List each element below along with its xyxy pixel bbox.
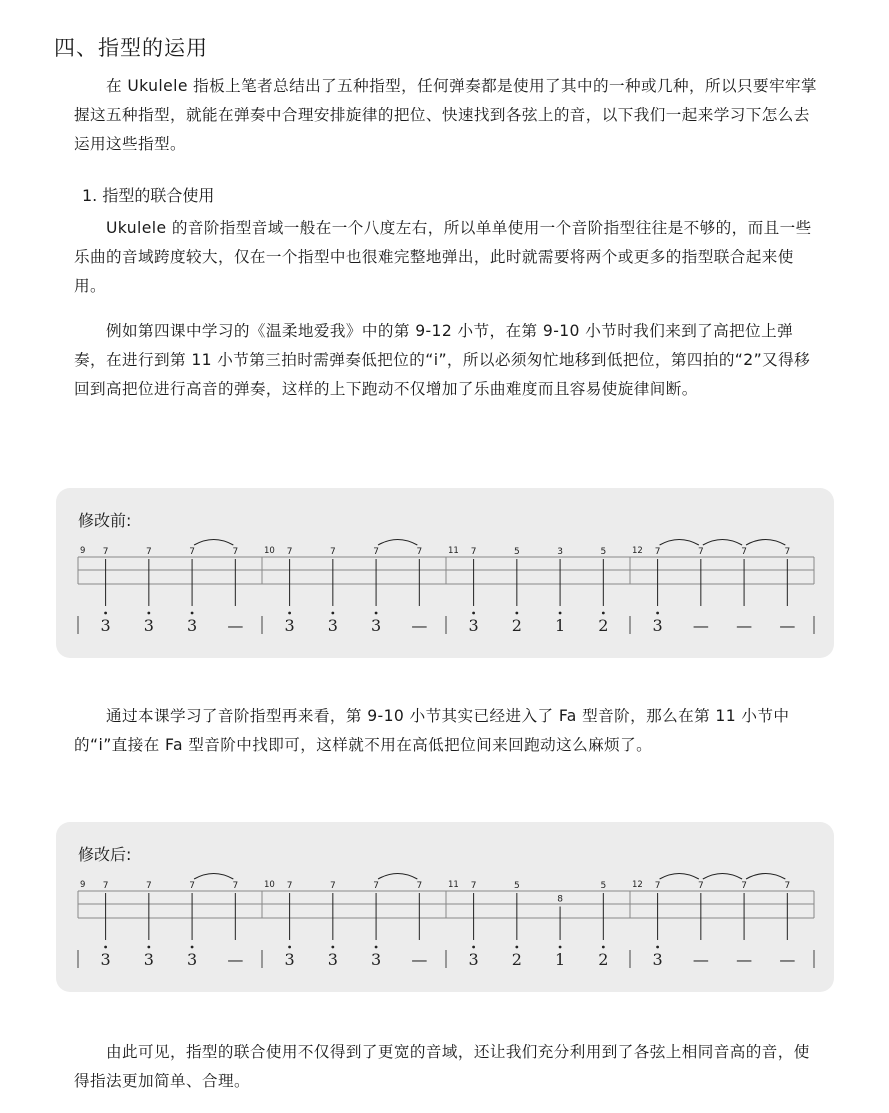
fret-number: 7: [373, 547, 379, 557]
jianpu-note: 3: [143, 616, 154, 635]
jianpu-note: 3: [468, 616, 479, 635]
fret-number: 7: [470, 881, 477, 891]
fret-number: 7: [232, 547, 239, 557]
tie-arc: [660, 874, 699, 880]
fret-number: 7: [102, 547, 109, 557]
fret-number: 7: [697, 547, 704, 557]
fret-number: 7: [654, 547, 661, 557]
fret-number: 7: [416, 881, 423, 891]
tie-arc: [194, 874, 233, 880]
fret-number: 7: [286, 881, 293, 891]
fret-number: 5: [600, 881, 607, 891]
jianpu-note: 3: [327, 616, 338, 635]
jianpu-note: 3: [186, 950, 198, 969]
measure-number: 11: [448, 546, 459, 556]
jianpu-note: 3: [370, 950, 382, 969]
octave-dot: [191, 946, 194, 949]
octave-dot: [331, 612, 334, 615]
combined-use-paragraph: Ukulele 的音阶指型音域一般在一个八度左右，所以单单使用一个音阶指型往往是不够的，而且一些乐曲的音域跨度较大，仅在一个指型中也很难完整地弹出，此时就需要将两个或更多的指型联合起来使用。: [74, 219, 812, 295]
fret-number: 7: [329, 881, 336, 891]
jianpu-note: 3: [284, 950, 295, 969]
example-paragraph: 例如第四课中学习的《温柔地爱我》中的第 9-12 小节，在第 9-10 小节时我们来到了高把位上弹奏，在进行到第 11 小节第三拍时需弹奏低把位的“i”，所以必须匆忙地移到低把位，第四拍的“2”又得移回到高把位进行高音的弹奏，这样的上下跑动不仅增加了乐曲难度而且容易使旋律间断。: [74, 322, 811, 398]
jianpu-note: 3: [143, 950, 154, 969]
jianpu-note: 3: [100, 616, 111, 635]
octave-dot: [147, 946, 150, 949]
after-label: 修改后:: [78, 845, 132, 864]
jianpu-note: 3: [468, 950, 479, 969]
measure-number: 11: [448, 880, 459, 890]
tie-arc: [378, 540, 417, 546]
fret-number: 7: [784, 547, 791, 557]
octave-dot: [515, 946, 518, 949]
jianpu-note: —: [736, 950, 753, 969]
fret-number: 7: [741, 881, 747, 891]
octave-dot: [656, 612, 659, 615]
intro-paragraph: 在 Ukulele 指板上笔者总结出了五种指型，任何弹奏都是使用了其中的一种或几种，所以只要牢牢掌握这五种指型，就能在弹奏中合理安排旋律的把位、快速找到各弦上的音，以下我们一起来学习下怎么去运用这些指型。: [74, 77, 817, 153]
fret-number: 7: [286, 547, 293, 557]
octave-dot: [472, 946, 475, 949]
jianpu-note: 2: [598, 616, 609, 635]
fret-number: 7: [416, 547, 423, 557]
fret-number: 7: [697, 881, 704, 891]
fret-number: 7: [470, 547, 477, 557]
jianpu-note: 3: [100, 950, 111, 969]
fret-number: 5: [513, 547, 520, 557]
octave-dot: [288, 946, 291, 949]
jianpu-note: 3: [327, 950, 338, 969]
measure-number: 12: [632, 546, 643, 556]
fret-number: 7: [784, 881, 791, 891]
before-label: 修改前:: [78, 511, 132, 530]
fret-number: 7: [189, 881, 195, 891]
conclusion-paragraph: 由此可见，指型的联合使用不仅得到了更宽的音域，还让我们充分利用到了各弦上相同音高的音，使得指法更加简单、合理。: [74, 1043, 810, 1090]
fret-number: 7: [145, 547, 152, 557]
octave-dot: [104, 612, 107, 615]
jianpu-note: —: [411, 616, 428, 635]
fret-number: 5: [600, 547, 607, 557]
tie-arc: [746, 874, 785, 880]
fret-number: 7: [741, 547, 747, 557]
fret-number: 7: [654, 881, 661, 891]
tie-arc: [703, 540, 742, 546]
jianpu-note: 1: [554, 950, 566, 969]
jianpu-note: 3: [652, 950, 663, 969]
octave-dot: [375, 612, 378, 615]
section-title: 四、指型的运用: [54, 36, 208, 60]
jianpu-note: —: [227, 616, 244, 635]
jianpu-note: 1: [554, 616, 566, 635]
after-notation-box: [56, 822, 834, 992]
tie-arc: [660, 540, 699, 546]
octave-dot: [559, 946, 562, 949]
tie-arc: [746, 540, 785, 546]
octave-dot: [656, 946, 659, 949]
octave-dot: [515, 612, 518, 615]
tie-arc: [194, 540, 233, 546]
fret-number: 3: [557, 547, 563, 557]
jianpu-note: 3: [284, 616, 295, 635]
jianpu-note: 3: [652, 616, 663, 635]
octave-dot: [559, 612, 562, 615]
jianpu-note: —: [779, 950, 796, 969]
jianpu-note: 2: [511, 616, 522, 635]
subsection-title: 1. 指型的联合使用: [82, 186, 215, 205]
octave-dot: [191, 612, 194, 615]
fret-number: 7: [373, 881, 379, 891]
octave-dot: [602, 612, 605, 615]
jianpu-note: —: [227, 950, 244, 969]
tie-arc: [703, 874, 742, 880]
octave-dot: [375, 946, 378, 949]
jianpu-note: 3: [370, 616, 382, 635]
octave-dot: [602, 946, 605, 949]
fret-number: 7: [329, 547, 336, 557]
measure-number: 10: [264, 546, 275, 556]
fret-number: 5: [513, 881, 520, 891]
measure-number: 12: [632, 880, 643, 890]
before-tab-notation: [56, 488, 834, 658]
octave-dot: [147, 612, 150, 615]
after-tab-notation: [56, 822, 834, 992]
fret-number: 7: [232, 881, 239, 891]
jianpu-note: 2: [511, 950, 522, 969]
fret-number: 7: [189, 547, 195, 557]
octave-dot: [104, 946, 107, 949]
fret-number: 7: [145, 881, 152, 891]
measure-number: 9: [80, 546, 86, 556]
tie-arc: [378, 874, 417, 880]
measure-number: 10: [264, 880, 275, 890]
before-notation-box: [56, 488, 834, 658]
octave-dot: [331, 946, 334, 949]
after-explanation-paragraph: 通过本课学习了音阶指型再来看，第 9-10 小节其实已经进入了 Fa 型音阶，那么在第 11 小节中的“i”直接在 Fa 型音阶中找即可，这样就不用在高低把位间来回跑动这么麻烦了。: [74, 707, 790, 754]
fret-number: 8: [557, 894, 563, 905]
jianpu-note: —: [736, 616, 753, 635]
jianpu-note: —: [692, 950, 709, 969]
jianpu-note: —: [411, 950, 428, 969]
octave-dot: [288, 612, 291, 615]
jianpu-note: 2: [598, 950, 609, 969]
measure-number: 9: [80, 880, 86, 890]
octave-dot: [472, 612, 475, 615]
fret-number: 7: [102, 881, 109, 891]
jianpu-note: —: [779, 616, 796, 635]
jianpu-note: —: [692, 616, 709, 635]
jianpu-note: 3: [186, 616, 198, 635]
